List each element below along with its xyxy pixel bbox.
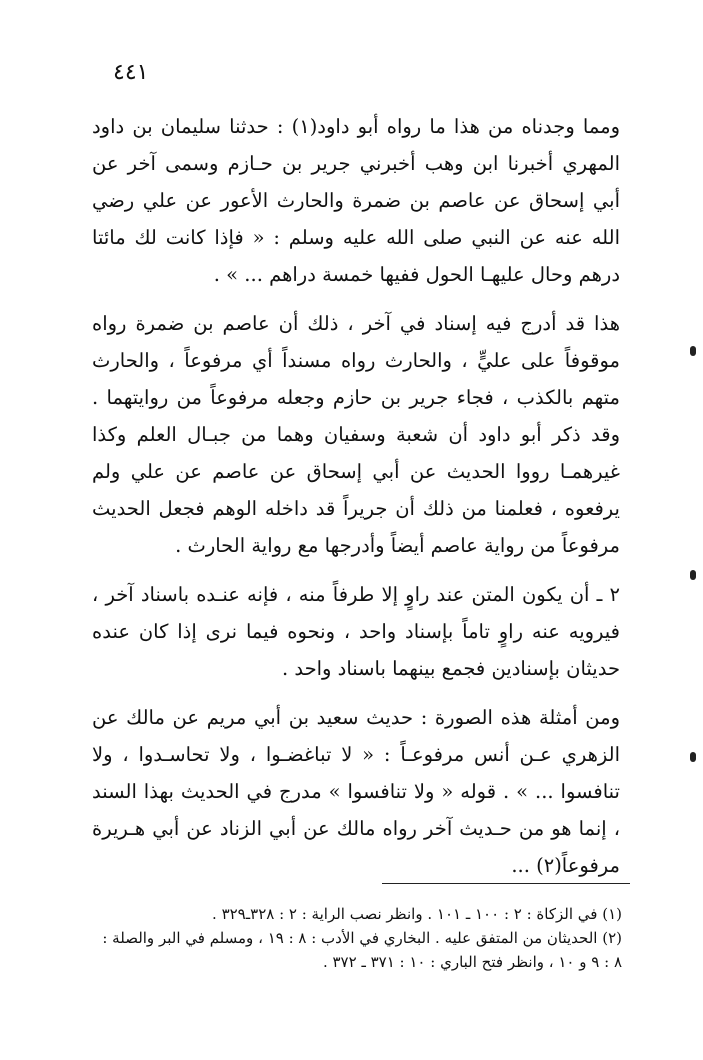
- footnote-2: (٢) الحديثان من المتفق عليه . البخاري في الأدب : ٨ : ١٩ ، ومسلم في البر والصلة : ٨ : ٩ و ١٠ ، وانظر فتح الباري : ١٠ : ٣٧١ ـ ٣٧٢ .: [102, 929, 622, 971]
- edge-mark: [690, 570, 696, 580]
- paragraph-2: هذا قد أدرج فيه إسناد في آخر ، ذلك أن عاصم بن ضمرة رواه موقوفاً على عليٍّ ، والحارث رواه مسنداً أي مرفوعاً ، والحارث متهم بالكذب ، فجاء جرير بن حازم وجعله مرفوعاً من روايتهما . وقد ذكر أبو داود أن شعبة وسفيان وهما من جبـال العلم وكذا غيرهمـا رووا الحديث عن أبي إسحاق عن عاصم عن علي ولم يرفعوه ، فعلمنا من ذلك أن جريراً قد داخله الوهم فجعل الحديث مرفوعاً من رواية عاصم أيضاً وأدرجها مع رواية الحارث .: [92, 312, 620, 557]
- footnote-1: (١) في الزكاة : ٢ : ١٠٠ ـ ١٠١ . وانظر نصب الراية : ٢ : ٣٢٨ـ٣٢٩ .: [212, 905, 622, 923]
- paragraph-4: ومن أمثلة هذه الصورة : حديث سعيد بن أبي مريم عن مالك عن الزهري عـن أنس مرفوعـاً : « لا تباغضـوا ، ولا تحاسـدوا ، ولا تنافسوا ... » . قوله « ولا تنافسوا » مدرج في الحديث بهذا السند ، إنما هو من حـديث آخر رواه مالك عن أبي الزناد عن أبي هـريرة مرفوعاً(٢) ...: [92, 706, 620, 877]
- page-number: ٤٤١: [113, 60, 149, 85]
- footnote-divider: [382, 883, 630, 884]
- footnotes: [92, 902, 622, 974]
- paragraph-1: ومما وجدناه من هذا ما رواه أبو داود(١) : حدثنا سليمان بن داود المهري أخبرنا ابن وهب أخبرني جرير بن حـازم وسمى آخر عن أبي إسحاق عن عاصم بن ضمرة والحارث الأعور عن علي رضي الله عنه عن النبي صلى الله عليه وسلم : « فإذا كانت لك مائتا درهم وحال عليهـا الحول ففيها خمسة دراهم ... » .: [92, 115, 620, 286]
- paragraph-3: ٢ ـ أن يكون المتن عند راوٍ إلا طرفاً منه ، فإنه عنـده باسناد آخر ، فيرويه عنه راوٍ تاماً بإسناد واحد ، ونحوه فيما نرى إذا كان عنده حديثان بإسنادين فجمع بينهما باسناد واحد .: [92, 583, 620, 680]
- edge-mark: [690, 346, 696, 356]
- main-text: [92, 108, 620, 884]
- edge-mark: [690, 752, 696, 762]
